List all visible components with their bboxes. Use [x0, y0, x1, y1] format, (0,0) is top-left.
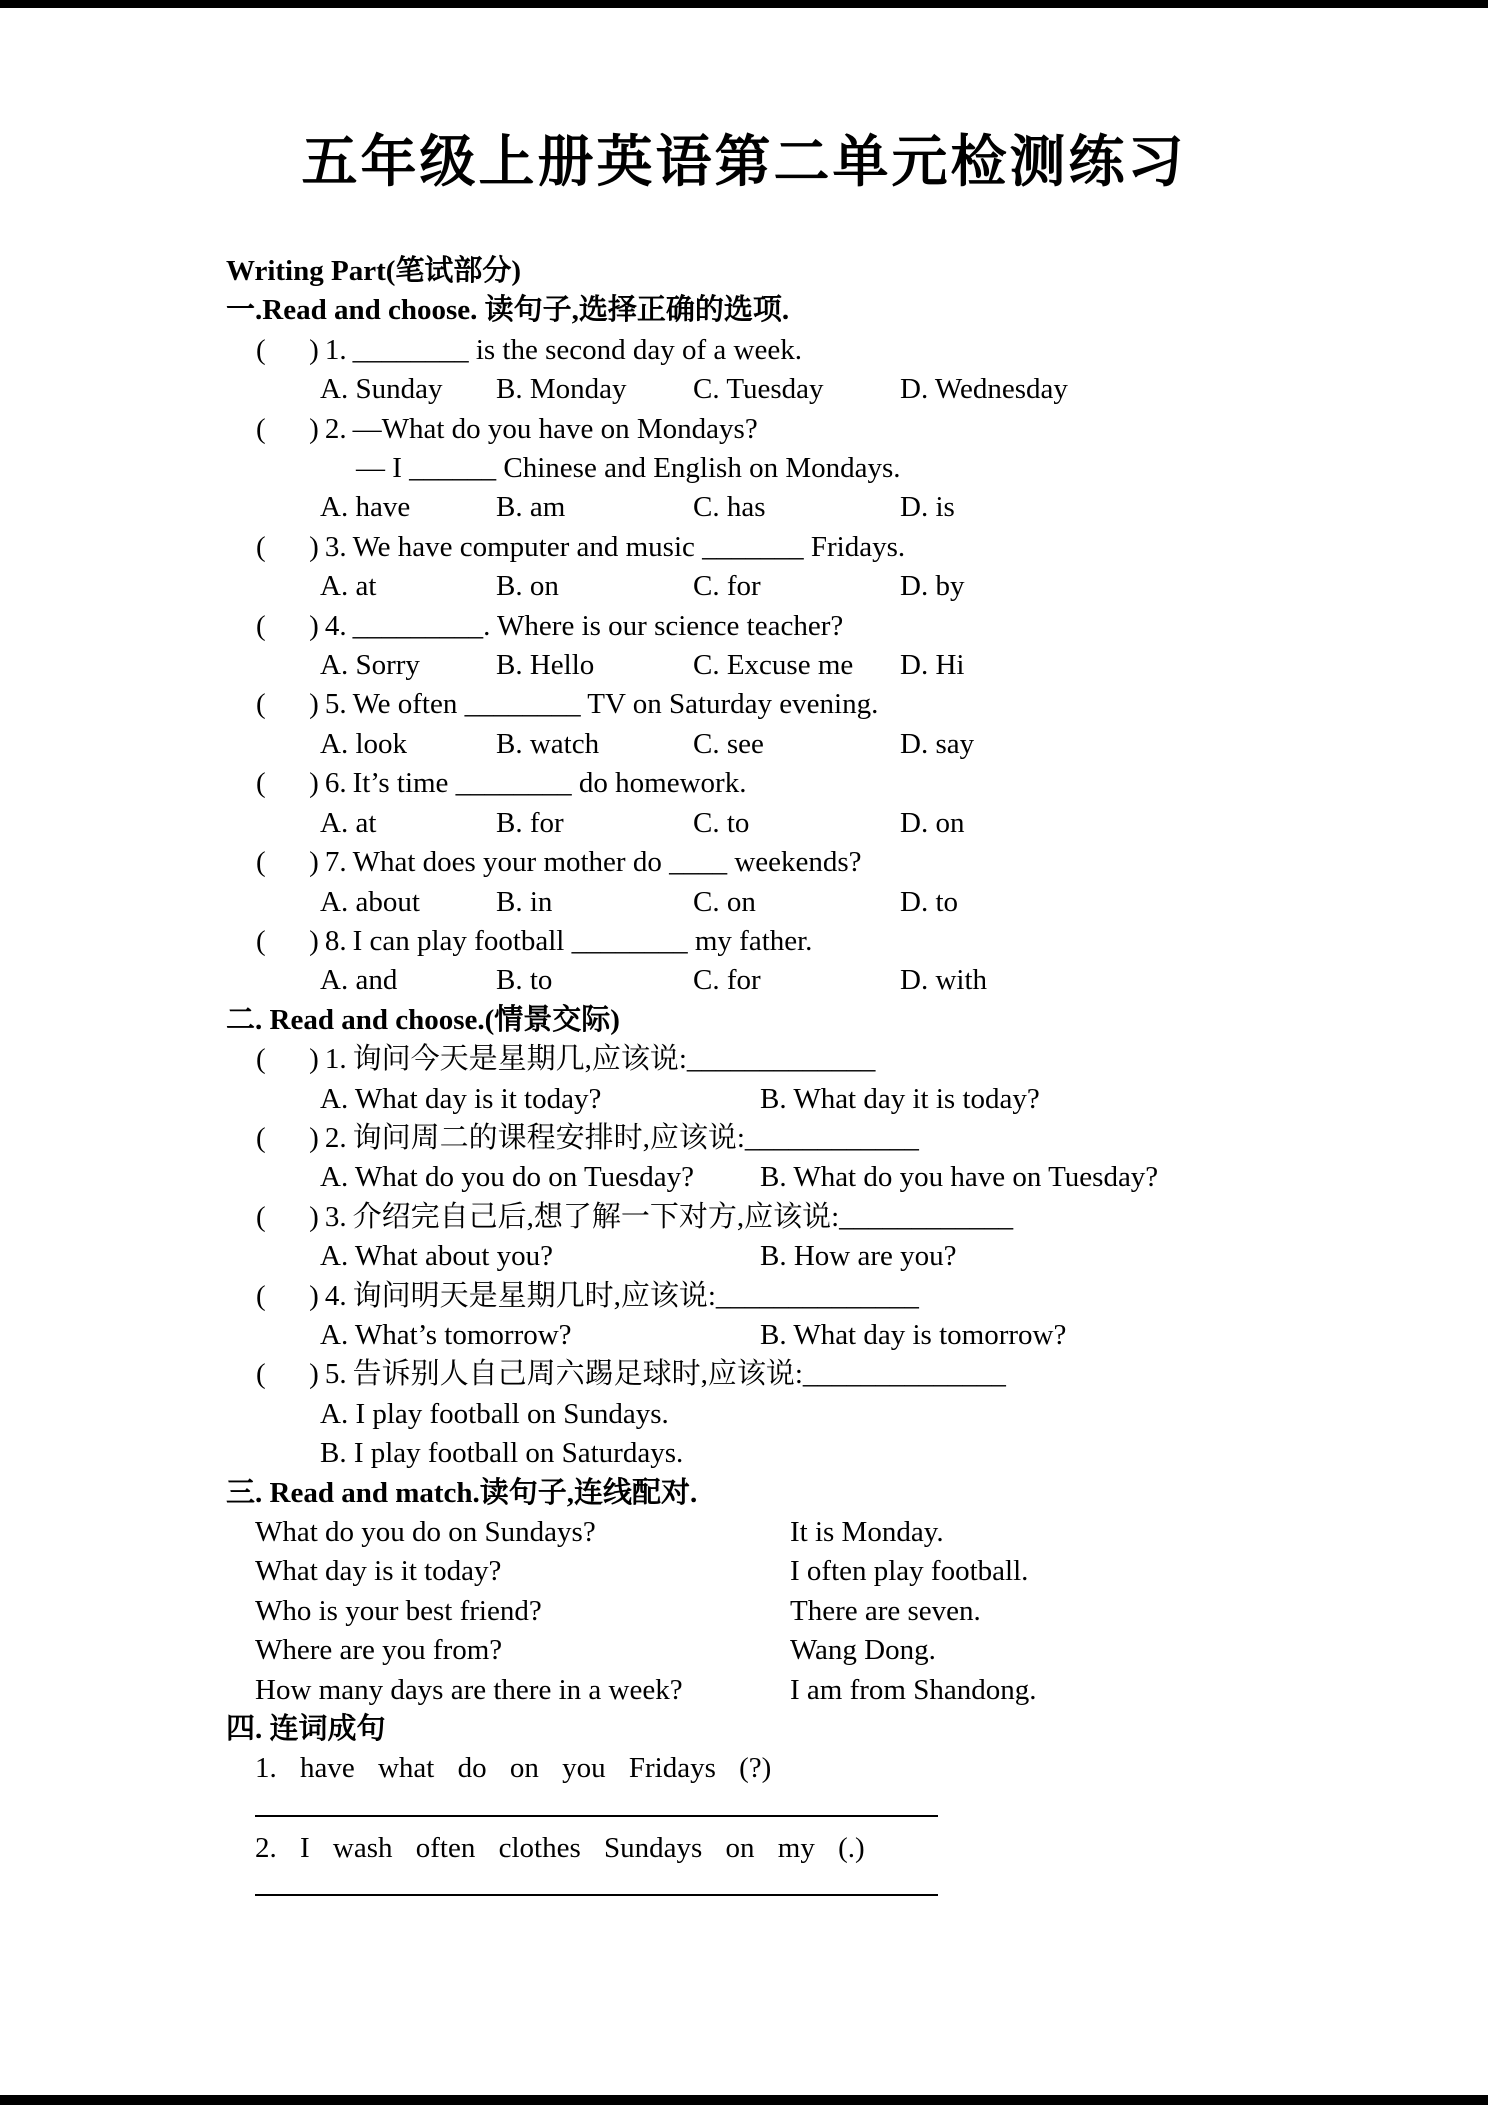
question-number: 2.: [324, 412, 347, 445]
option-d: D. say: [900, 727, 975, 760]
match-answer: I am from Shandong.: [790, 1673, 1037, 1706]
option-a: A. about: [320, 885, 420, 918]
question-text: What does your mother do ____ weekends?: [352, 846, 862, 879]
scan-edge-top: [0, 0, 1488, 8]
option-c: C. to: [693, 806, 750, 839]
match-row: [226, 1671, 1136, 1710]
question-row: [226, 843, 1136, 882]
option-b: B. Hello: [496, 649, 595, 682]
option-a: A. I play football on Sundays.: [320, 1397, 669, 1430]
options-row: [226, 1080, 1136, 1119]
question-text: It’s time ________ do homework.: [352, 767, 747, 800]
question-text: _________. Where is our science teacher?: [352, 609, 844, 642]
question-number: 3.: [324, 1200, 347, 1233]
answer-bracket: ( ): [256, 846, 319, 879]
question-row: [226, 528, 1136, 567]
item-words: I wash often clothes Sundays on my (.): [300, 1831, 865, 1864]
option-a: A. What do you do on Tuesday?: [320, 1161, 695, 1194]
options-row: [226, 370, 1136, 409]
question-row: [226, 331, 1136, 370]
question-row: [226, 410, 1136, 449]
match-row: [226, 1552, 1136, 1591]
match-answer: Wang Dong.: [790, 1634, 936, 1667]
option-b: B. in: [496, 885, 553, 918]
match-question: How many days are there in a week?: [255, 1673, 683, 1706]
options-row: [226, 488, 1136, 527]
option-a: A. What’s tomorrow?: [320, 1318, 572, 1351]
option-b: B. What day it is today?: [760, 1082, 1040, 1115]
section1-heading: 一.Read and choose. 读句子,选择正确的选项.: [226, 294, 790, 327]
match-question: Who is your best friend?: [255, 1594, 542, 1627]
option-a: A. at: [320, 806, 377, 839]
options-row: [226, 646, 1136, 685]
match-answer: There are seven.: [790, 1594, 981, 1627]
option-a: A. What about you?: [320, 1240, 554, 1273]
option-d: D. with: [900, 964, 987, 997]
option-b: B. What day is tomorrow?: [760, 1318, 1067, 1351]
option-c: C. for: [693, 964, 761, 997]
question-row: [226, 685, 1136, 724]
question-row: [226, 1355, 1136, 1394]
word-order-item: [255, 1749, 1136, 1788]
question-text: We have computer and music _______ Fridays.: [352, 530, 906, 563]
match-row: [226, 1592, 1136, 1631]
question-text-line2: — I ______ Chinese and English on Mondays.: [356, 452, 901, 485]
answer-bracket: ( ): [256, 609, 319, 642]
question-number: 3.: [324, 530, 347, 563]
option-b: B. What do you have on Tuesday?: [760, 1161, 1159, 1194]
answer-bracket: ( ): [256, 1043, 319, 1076]
option-c: C. for: [693, 570, 761, 603]
question-text: 介绍完自己后,想了解一下对方,应该说:____________: [352, 1200, 1014, 1233]
answer-bracket: ( ): [256, 1279, 319, 1312]
options-row: [226, 1316, 1136, 1355]
question-text: I can play football ________ my father.: [352, 924, 813, 957]
question-row: [226, 764, 1136, 803]
question-number: 8.: [324, 924, 347, 957]
option-d: D. on: [900, 806, 965, 839]
option-c: C. Excuse me: [693, 649, 854, 682]
question-text: We often ________ TV on Saturday evening.: [352, 688, 879, 721]
option-a: A. Sorry: [320, 649, 420, 682]
item-number: 1.: [255, 1752, 277, 1785]
answer-bracket: ( ): [256, 688, 319, 721]
option-a: A. look: [320, 727, 407, 760]
question-number: 5.: [324, 688, 347, 721]
question-number: 4.: [324, 1279, 347, 1312]
option-d: D. by: [900, 570, 965, 603]
question-number: 4.: [324, 609, 347, 642]
question-number: 1.: [324, 333, 347, 366]
item-number: 2.: [255, 1831, 277, 1864]
option-d: D. Wednesday: [900, 373, 1068, 406]
option-b-row: [226, 1434, 1136, 1473]
options-row: [226, 567, 1136, 606]
option-b: B. on: [496, 570, 559, 603]
option-a: A. have: [320, 491, 411, 524]
question-number: 5.: [324, 1358, 347, 1391]
option-b: B. to: [496, 964, 553, 997]
page-title: 五年级上册英语第二单元检测练习: [301, 130, 1187, 193]
match-row: [226, 1631, 1136, 1670]
section2-heading: 二. Read and choose.(情景交际): [226, 1003, 620, 1036]
question-row: [226, 1198, 1136, 1237]
option-a: A. Sunday: [320, 373, 443, 406]
option-b: B. am: [496, 491, 566, 524]
option-c: C. has: [693, 491, 766, 524]
question-number: 7.: [324, 846, 347, 879]
option-a: A. What day is it today?: [320, 1082, 602, 1115]
option-b: B. I play football on Saturdays.: [320, 1437, 684, 1470]
options-row: [226, 725, 1136, 764]
section4-heading: 四. 连词成句: [226, 1713, 386, 1746]
question-row: [226, 1277, 1136, 1316]
answer-bracket: ( ): [256, 412, 319, 445]
option-a: A. at: [320, 570, 377, 603]
option-c: C. Tuesday: [693, 373, 824, 406]
question-text: ________ is the second day of a week.: [352, 333, 802, 366]
question-row: [226, 922, 1136, 961]
match-question: What do you do on Sundays?: [255, 1516, 596, 1548]
option-d: D. Hi: [900, 649, 965, 682]
question-number: 2.: [324, 1121, 347, 1154]
answer-bracket: ( ): [256, 1358, 319, 1391]
options-row: [226, 883, 1136, 922]
option-b: B. How are you?: [760, 1240, 957, 1273]
option-a: A. and: [320, 964, 398, 997]
answer-bracket: ( ): [256, 333, 319, 366]
section3-heading: 三. Read and match.读句子,连线配对.: [226, 1476, 698, 1509]
options-row: [226, 804, 1136, 843]
writing-part-heading: Writing Part(笔试部分): [226, 255, 522, 287]
question-row: [226, 1119, 1136, 1158]
question-text: 询问明天是星期几时,应该说:______________: [352, 1279, 919, 1312]
option-b: B. for: [496, 806, 564, 839]
match-question: Where are you from?: [255, 1634, 503, 1667]
option-c: C. on: [693, 885, 756, 918]
option-d: D. to: [900, 885, 958, 918]
option-b: B. Monday: [496, 373, 627, 406]
option-a-row: [226, 1395, 1136, 1434]
question-number: 1.: [324, 1043, 347, 1076]
item-words: have what do on you Fridays (?): [300, 1752, 772, 1785]
question-text: 询问周二的课程安排时,应该说:____________: [352, 1121, 919, 1154]
question-row: [226, 1040, 1136, 1079]
answer-line: [255, 1868, 938, 1896]
answer-bracket: ( ): [256, 530, 319, 563]
question-text: 告诉别人自己周六踢足球时,应该说:______________: [352, 1358, 1006, 1391]
question-number: 6.: [324, 767, 347, 800]
answer-bracket: ( ): [256, 924, 319, 957]
match-answer: I often play football.: [790, 1555, 1029, 1588]
match-answer: It is Monday.: [790, 1516, 944, 1548]
option-b: B. watch: [496, 727, 600, 760]
answer-bracket: ( ): [256, 1121, 319, 1154]
word-order-item: [255, 1829, 1136, 1868]
options-row: [226, 1158, 1159, 1197]
scan-edge-bottom: [0, 2095, 1488, 2105]
option-d: D. is: [900, 491, 955, 524]
question-row: [226, 607, 1136, 646]
answer-line: [255, 1789, 938, 1817]
question-text: 询问今天是星期几,应该说:_____________: [352, 1043, 876, 1076]
option-c: C. see: [693, 727, 764, 760]
answer-bracket: ( ): [256, 1200, 319, 1233]
match-row: [226, 1513, 1136, 1552]
question-text: —What do you have on Mondays?: [352, 412, 758, 445]
match-question: What day is it today?: [255, 1555, 502, 1588]
answer-bracket: ( ): [256, 767, 319, 800]
options-row: [226, 961, 1136, 1000]
options-row: [226, 1237, 1136, 1276]
worksheet-body: [226, 252, 1159, 1896]
